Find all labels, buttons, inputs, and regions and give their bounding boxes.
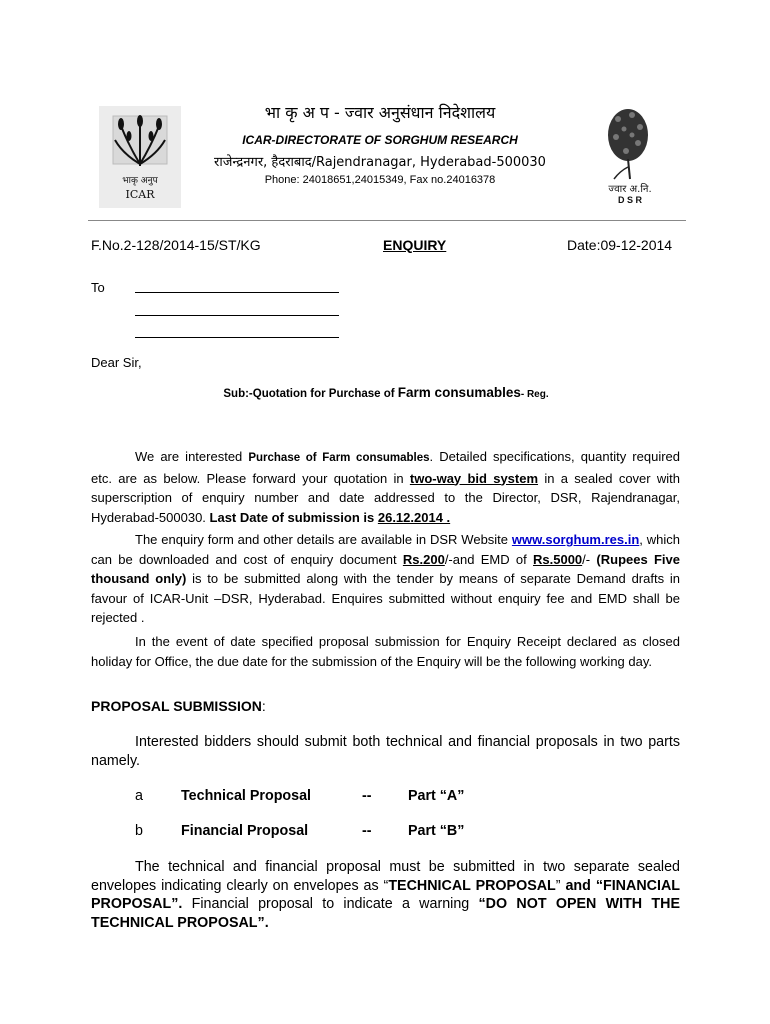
icar-logo [99, 106, 181, 208]
subject-main: Farm consumables [397, 385, 521, 400]
closing-text-1: The technical and financial proposal must be submitted in two separate sealed envelopes indicating clearly on envelopes as “ [91, 859, 680, 894]
paragraph-holiday [91, 632, 680, 671]
list-item-name: Financial Proposal [181, 823, 309, 839]
proposal-heading-colon: : [261, 698, 266, 714]
address: राजेन्द्रनगर, हैदराबाद/Rajendranagar, Hyderabad-500030 [214, 155, 546, 170]
icar-logo-text: ICAR [125, 188, 155, 201]
para2-text-3: /-and EMD of [444, 551, 534, 567]
proposal-closing [91, 858, 680, 932]
proposal-heading-text: PROPOSAL SUBMISSION [91, 698, 262, 714]
financial-label: and “FINANCIAL PROPOSAL”. [91, 877, 680, 912]
emd-amount: Rs.5000 [533, 551, 583, 567]
institute-name: ICAR-DIRECTORATE OF SORGHUM RESEARCH [242, 133, 518, 147]
warning-text: “DO NOT OPEN WITH THE TECHNICAL PROPOSAL”. [91, 896, 680, 931]
proposal-intro [91, 733, 680, 770]
document-date: Date:09-12-2014 [567, 237, 673, 253]
icar-logo-hindi: भाकृ अनुप [122, 176, 158, 186]
file-number: F.No.2-128/2014-15/ST/KG [91, 237, 261, 253]
paragraph-intro [91, 447, 680, 527]
icar-logo-graphic [99, 106, 181, 208]
para2-text-5: is to be submitted along with the tender by means of separate Demand drafts in favour of ICAR-Unit –DSR, Hyderabad. Enquires submitted without enquiry fee and EMD shall be rejected . [91, 571, 680, 625]
closing-text-3: Financial proposal to indicate a warning [182, 896, 479, 912]
subject-line [91, 385, 681, 400]
dsr-logo-text: D S R [617, 195, 643, 205]
list-item-dash: -- [362, 823, 372, 839]
last-date-label: Last Date of submission is [209, 509, 378, 525]
website-link[interactable]: www.sorghum.res.in [511, 532, 640, 547]
to-label: To [91, 280, 105, 295]
proposal-intro-text: Interested bidders should submit both technical and financial proposals in two parts namely. [91, 734, 680, 769]
address-line-2 [135, 315, 339, 316]
dsr-logo-graphic [592, 105, 664, 205]
list-item-dash: -- [362, 788, 372, 804]
address-line-1 [135, 292, 339, 293]
proposal-heading [91, 698, 266, 714]
para2-text-1: The enquiry form and other details are available in DSR Website [135, 532, 512, 547]
para2-text-4: /- [582, 551, 597, 567]
para1-text-2: . Detailed specifications, quantity required etc. are as below. Please forward your quotation in [91, 449, 680, 486]
list-item-part: Part “A” [408, 788, 465, 804]
list-item-part: Part “B” [408, 823, 465, 839]
header-divider [88, 220, 686, 221]
para1-text-3: in a sealed cover with superscription of enquiry number and date addressed to the Director, DSR, Rajendranagar, Hyderabad-500030. [91, 470, 681, 525]
salutation: Dear Sir, [91, 355, 142, 370]
enquiry-fee: Rs.200 [402, 551, 445, 567]
phone-fax: Phone: 24018651,24015349, Fax no.24016378 [264, 174, 496, 186]
subject-suffix: - Reg. [520, 389, 549, 400]
para3-text: In the event of date specified proposal submission for Enquiry Receipt declared as closed holiday for Office, the due date for the submission of the Enquiry will be the following working day. [91, 634, 680, 669]
technical-label: TECHNICAL PROPOSAL [388, 877, 556, 894]
para1-item: Purchase of Farm consumables [248, 452, 430, 464]
para1-text-1: We are interested [135, 449, 249, 464]
dsr-logo [592, 105, 664, 205]
para2-text-2: , which can be downloaded and cost of enquiry document [91, 532, 680, 567]
bid-system: two-way bid system [409, 470, 539, 486]
emd-words: (Rupees Five thousand only) [91, 551, 680, 586]
dsr-logo-hindi: ज्वार अ.नि. [608, 184, 652, 195]
last-date-value: 26.12.2014 . [377, 509, 451, 525]
document-heading: ENQUIRY [383, 237, 447, 253]
hindi-title: भा कृ अ प - ज्वार अनुसंधान निदेशालय [264, 103, 496, 122]
list-item: b [135, 823, 143, 839]
address-line-3 [135, 337, 339, 338]
paragraph-fees [91, 530, 680, 628]
list-item: a [135, 788, 143, 804]
closing-text-2: ” [555, 877, 566, 894]
list-item-name: Technical Proposal [181, 788, 312, 804]
subject-prefix: Sub:-Quotation for Purchase of [223, 388, 398, 400]
